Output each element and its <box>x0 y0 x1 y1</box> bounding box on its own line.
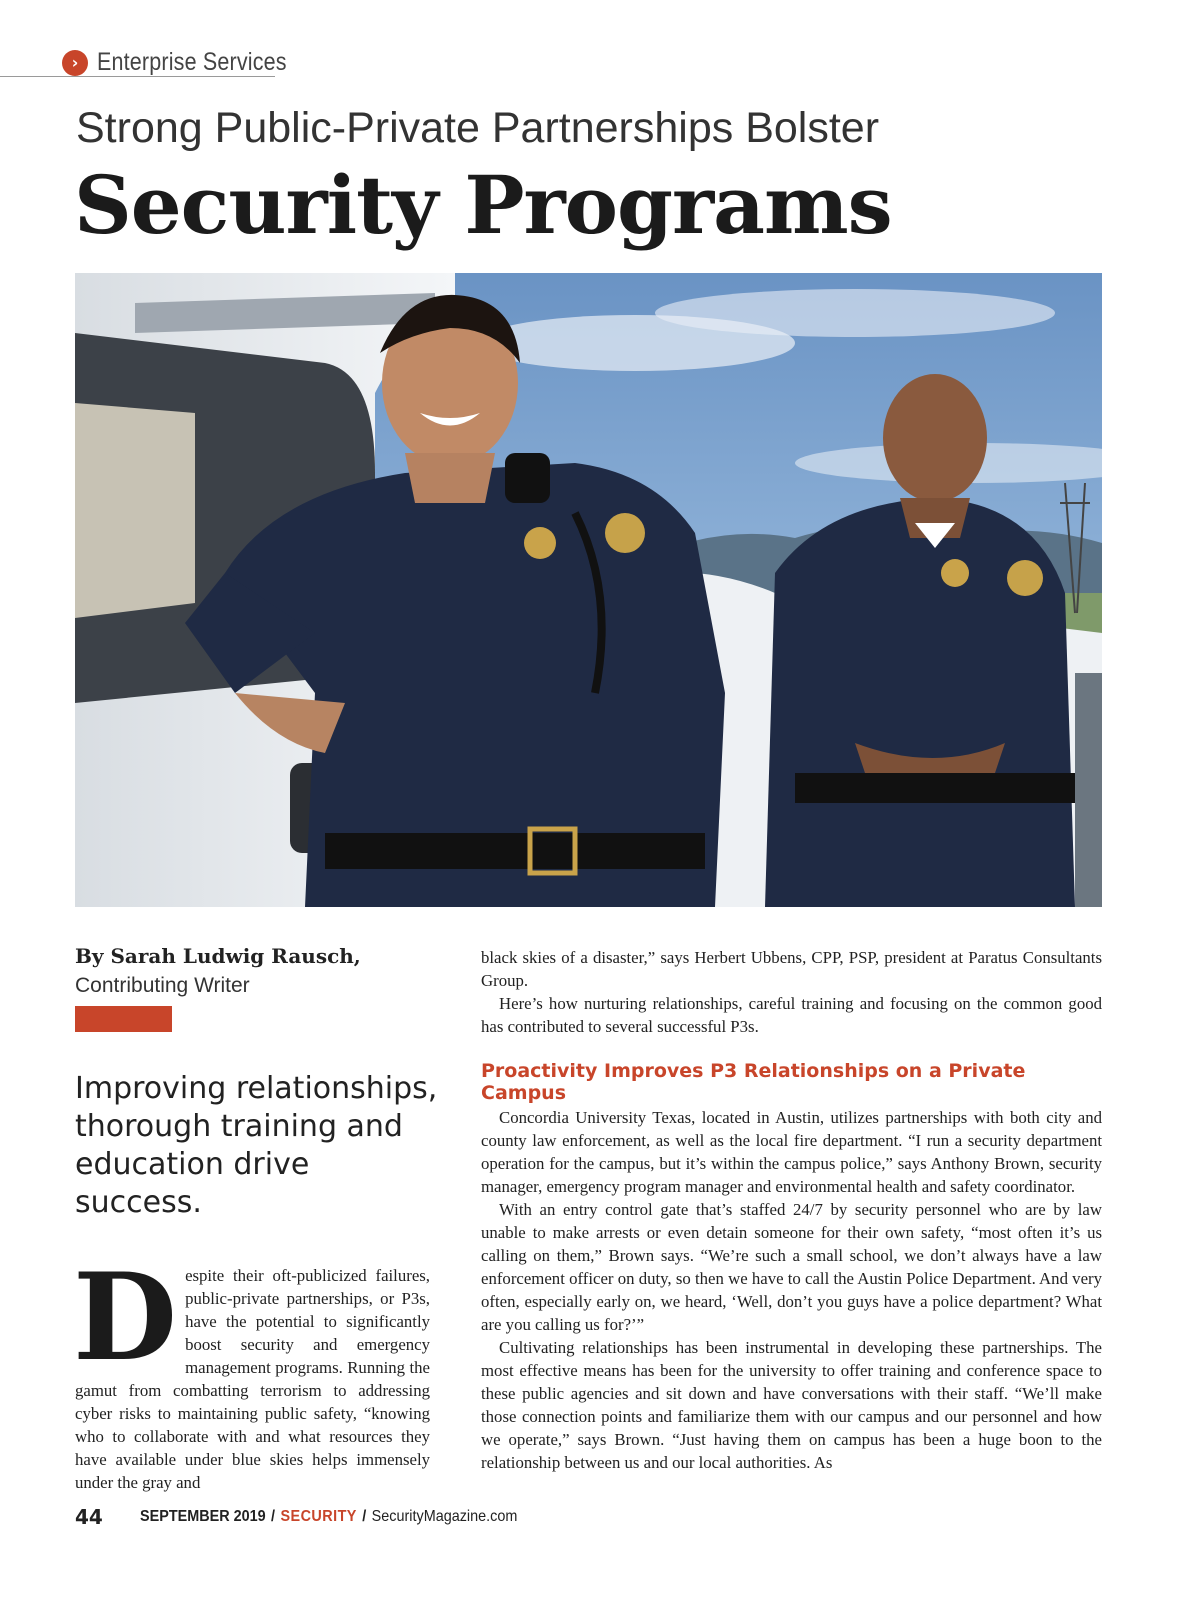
body-paragraph: Concordia University Texas, located in Austin, utilizes partnerships with both city and county law enforcement, as well as the local fire department. “I run a security department operation for the campus, but it’s within the campus police,” says Anthony Brown, security manager, emergency program manager and environmental health and safety coordinator. <box>481 1108 1102 1196</box>
section-label: Enterprise Services <box>97 48 287 76</box>
intro-paragraph: espite their oft-publicized failures, public-private partnerships, or P3s, have the potential to significantly boost security and emergency management programs. Running the gamut from combatting terrorism to addressing cyber risks to maintaining public safety, “knowing who to collaborate with and what resources they have available under blue skies helps immensely under the gray and <box>75 1266 430 1492</box>
article-kicker: Strong Public-Private Partnerships Bolster <box>76 104 880 152</box>
body-paragraph: black skies of a disaster,” says Herbert Ubbens, CPP, PSP, president at Paratus Consultants Group. <box>481 948 1102 990</box>
byline-role: Contributing Writer <box>75 974 250 997</box>
issue-date: SEPTEMBER 2019 <box>140 1508 266 1525</box>
body-paragraph: Cultivating relationships has been instrumental in developing these partnerships. The most effective means has been for the university to offer training and conference space to these public agencies and sit down and have conversations with their staff. “We’ll make those connection points and familiarize them with our campus and our personnel and how we operate,” says Brown. “Just having them on campus has been a huge boon to the relationship between us and our local authorities. As <box>481 1338 1102 1472</box>
right-column <box>481 946 1102 1474</box>
article-deck: Improving relationships, thorough training and education drive success. <box>75 1071 438 1220</box>
byline: By Sarah Ludwig Rausch, <box>75 944 361 968</box>
left-column <box>73 1247 430 1494</box>
subheading: Proactivity Improves P3 Relationships on a Private Campus <box>481 1060 1026 1104</box>
website-link[interactable]: SecurityMagazine.com <box>371 1508 518 1525</box>
magazine-name: SECURITY <box>280 1508 357 1525</box>
chevron-right-icon: › <box>62 50 88 76</box>
hero-photo <box>75 273 1102 907</box>
police-officers-photo <box>75 273 1102 907</box>
section-tag <box>0 48 287 80</box>
body-paragraph: Here’s how nurturing relationships, careful training and focusing on the common good has contributed to several successful P3s. <box>481 994 1102 1036</box>
drop-cap: D <box>73 1247 178 1388</box>
accent-bar <box>75 1006 172 1032</box>
page-number: 44 <box>75 1505 103 1529</box>
article-headline: Security Programs <box>74 158 892 252</box>
body-paragraph: With an entry control gate that’s staffed 24/7 by security personnel who are by law unable to make arrests or even detain someone for their own safety, “most often it’s us calling on them,” Brown says. “We’re such a small school, we don’t always have a law enforcement officer on duty, so then we have to call the Austin Police Department. And very often, especially early on, we heard, ‘Well, don’t you guys have a police department? What are you calling us for?’” <box>481 1200 1102 1334</box>
footer-line: SEPTEMBER 2019 / SECURITY / SecurityMagazine.com <box>140 1508 518 1525</box>
